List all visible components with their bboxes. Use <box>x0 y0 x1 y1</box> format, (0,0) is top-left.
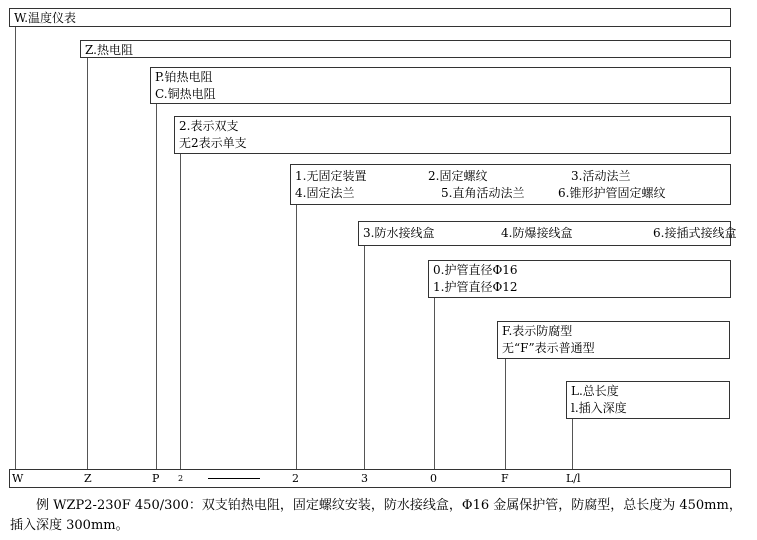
box-w-temperature-instrument <box>9 8 731 27</box>
label-double: 2.表示双支 <box>179 119 239 133</box>
code-box: 3 <box>361 472 368 485</box>
junction-6: 6.接插式接线盒 <box>653 226 737 240</box>
label-f: F.表示防腐型 <box>502 324 573 338</box>
code-p: P <box>152 472 160 485</box>
box-anticorrosion <box>497 321 730 359</box>
mount-6: 6.锥形护管固定螺纹 <box>558 186 666 200</box>
box-length <box>566 381 730 419</box>
label-z: Z.热电阻 <box>85 43 133 57</box>
code-dash <box>208 478 260 479</box>
leader-line-pipe <box>434 298 435 470</box>
code-mount: 2 <box>292 472 299 485</box>
code-w: W <box>12 472 24 485</box>
leader-line-w <box>15 26 16 470</box>
code-wire: 2 <box>178 474 184 483</box>
label-p: P.铂热电阻 <box>155 70 213 84</box>
model-code-bar <box>9 469 731 488</box>
example-caption <box>10 496 744 536</box>
box-pipe-diameter <box>428 260 731 298</box>
junction-3: 3.防水接线盒 <box>363 226 435 240</box>
leader-line-p <box>156 104 157 470</box>
label-w: W.温度仪表 <box>14 11 77 25</box>
mount-1: 1.无固定装置 <box>295 169 367 183</box>
box-mounting <box>290 164 731 205</box>
mount-4: 4.固定法兰 <box>295 186 355 200</box>
box-p-c-material <box>150 67 731 104</box>
leader-line-mount <box>296 205 297 470</box>
box-junction <box>358 221 737 246</box>
code-len: L/l <box>566 472 581 485</box>
label-no-f: 无“F”表示普通型 <box>502 341 595 355</box>
code-z: Z <box>84 472 92 485</box>
code-anti: F <box>501 472 509 485</box>
label-single: 无2表示单支 <box>179 136 247 150</box>
caption-text: 例 WZP2-230F 450/300：双支铂热电阻，固定螺纹安装，防水接线盒，Φ16 金属保护管，防腐型，总长度为 450mm，插入深度 300mm。 <box>10 498 742 533</box>
leader-line-z <box>87 57 88 470</box>
leader-line-anti <box>505 358 506 470</box>
label-pipe-12: 1.护管直径Φ12 <box>433 280 518 294</box>
mount-3: 3.活动法兰 <box>571 169 631 183</box>
junction-4: 4.防爆接线盒 <box>501 226 573 240</box>
label-pipe-16: 0.护管直径Φ16 <box>433 263 518 277</box>
label-c: C.铜热电阻 <box>155 87 216 101</box>
code-pipe: 0 <box>430 472 437 485</box>
leader-line-wire <box>180 154 181 470</box>
box-wire-count <box>174 116 731 154</box>
label-insert-depth: l.插入深度 <box>571 401 627 415</box>
box-z-thermal-resistance <box>80 40 731 58</box>
leader-line-box <box>364 246 365 470</box>
leader-line-len <box>572 418 573 470</box>
label-total-length: L.总长度 <box>571 384 619 398</box>
mount-2: 2.固定螺纹 <box>428 169 488 183</box>
mount-5: 5.直角活动法兰 <box>441 186 525 200</box>
